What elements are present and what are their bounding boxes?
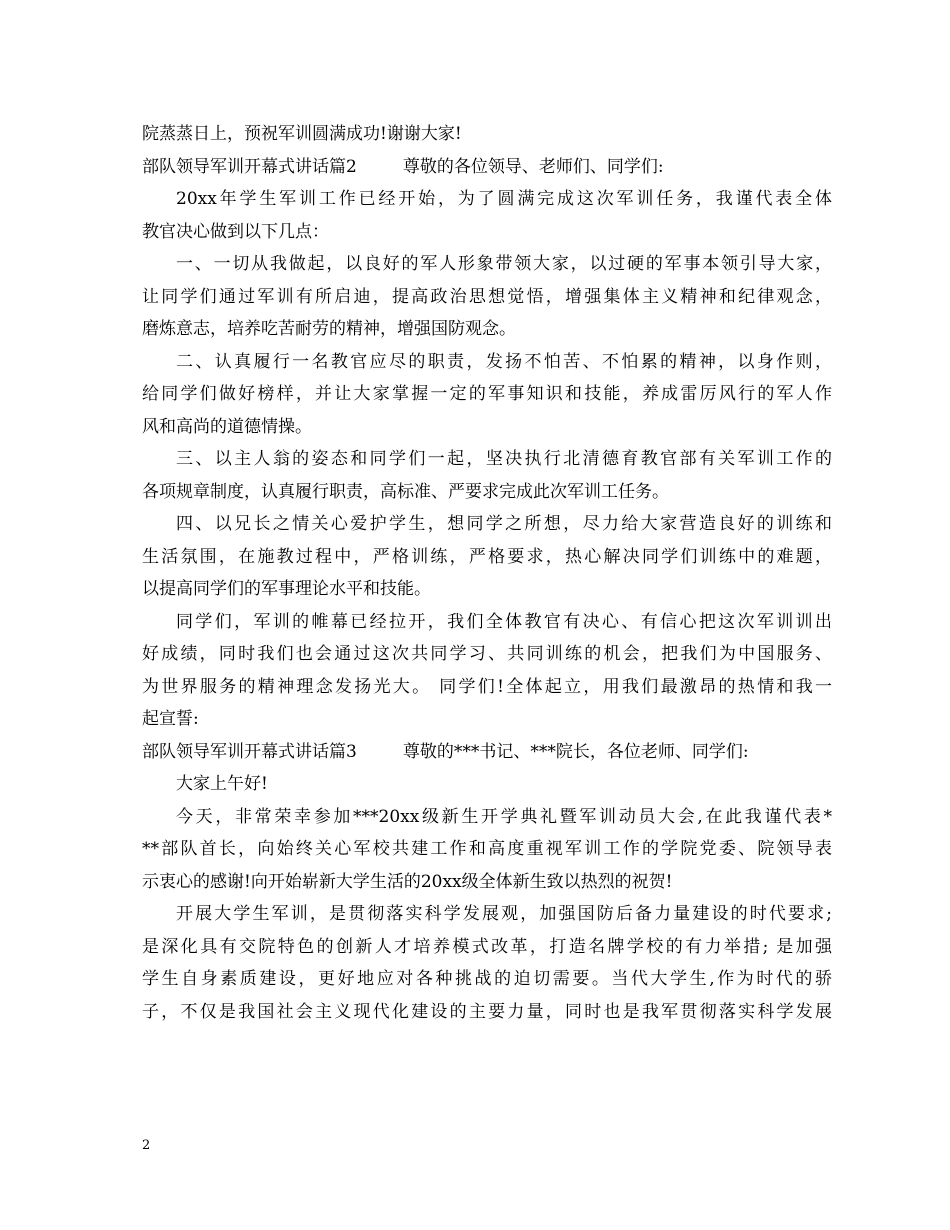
text-line-content: 是深化具有交院特色的创新人才培养模式改革，打造名牌学校的有力举措; 是加强 [142,936,832,957]
text-line-content: 四、以兄长之情关心爱护学生，想同学之所想，尽力给大家营造良好的训练和 [176,514,832,534]
text-line [142,736,832,769]
text-line-content: 好成绩，同时我们也会通过这次共同学习、共同训练的机会，把我们为中国服务、 [142,644,832,664]
text-line [142,346,832,379]
text-line [142,638,832,671]
text-line-content: 示衷心的感谢!向开始崭新大学生活的20xx级全体新生致以热烈的祝贺! [142,871,673,892]
text-line [142,996,832,1029]
text-line [142,801,832,834]
text-line-content: 生活氛围，在施教过程中，严格训练，严格要求，热心解决同学们训练中的难题， [142,546,832,567]
page-number: 2 [142,1138,151,1153]
text-line-content: 学生自身素质建设，更好地应对各种挑战的迫切需要。当代大学生,作为时代的骄 [142,969,832,989]
salutation-text: 尊敬的***书记、***院长，各位老师、同学们: [402,741,749,762]
text-line [142,183,832,216]
text-line [142,866,832,899]
text-line [142,833,832,866]
text-line-content: 部队领导军训开幕式讲话篇2 [142,156,357,177]
text-line [142,768,832,801]
text-line-content: 子，不仅是我国社会主义现代化建设的主要力量，同时也是我军贯彻落实科学发展 [142,1001,832,1022]
text-line [142,671,832,704]
text-line-content: 大家上午好! [176,774,268,794]
text-line [142,703,832,736]
text-line-content: 今天，非常荣幸参加***20xx级新生开学典礼暨军训动员大会,在此我谨代表* [176,806,832,827]
text-line-content: 教官决心做到以下几点： [142,221,329,242]
text-line-content: 20xx年学生军训工作已经开始，为了圆满完成这次军训任务，我谨代表全体 [176,189,832,209]
text-line [142,541,832,574]
text-line-content: 院蒸蒸日上，预祝军训圆满成功!谢谢大家! [142,124,462,144]
text-line [142,898,832,931]
text-line [142,573,832,606]
text-line-content: 为世界服务的精神理念发扬光大。 同学们!全体起立，用我们最激昂的热情和我一 [142,676,832,697]
text-line [142,313,832,346]
text-line-content: 二、认真履行一名教官应尽的职责，发扬不怕苦、不怕累的精神，以身作则， [176,351,832,372]
text-line [142,216,832,249]
document-body [142,118,832,1028]
text-line-content: 让同学们通过军训有所启迪，提高政治思想觉悟，增强集体主义精神和纪律观念， [142,286,832,307]
text-line-content: 部队领导军训开幕式讲话篇3 [142,741,357,762]
text-line-content: 各项规章制度，认真履行职责，高标准、严要求完成此次军训工任务。 [142,481,669,502]
text-line-content: 同学们，军训的帷幕已经拉开，我们全体教官有决心、有信心把这次军训训出 [176,611,832,632]
text-line [142,411,832,444]
text-line-content: 以提高同学们的军事理论水平和技能。 [142,579,431,599]
text-line-content: 磨炼意志，培养吃苦耐劳的精神，增强国防观念。 [142,319,516,339]
text-line-content: 给同学们做好榜样，并让大家掌握一定的军事知识和技能，养成雷厉风行的军人作 [142,384,832,404]
text-line [142,248,832,281]
text-line-content: **部队首长，向始终关心军校共建工作和高度重视军训工作的学院党委、院领导表 [142,839,832,859]
text-line [142,118,832,151]
text-line [142,963,832,996]
text-line-content: 一、一切从我做起，以良好的军人形象带领大家，以过硬的军事本领引导大家， [176,254,832,274]
text-line [142,606,832,639]
text-line-content: 起宣誓: [142,709,199,729]
text-line-content: 风和高尚的道德情操。 [142,416,312,437]
text-line [142,151,832,184]
text-line [142,443,832,476]
text-line [142,281,832,314]
text-line [142,931,832,964]
salutation-text: 尊敬的各位领导、老师们、同学们: [402,156,664,177]
text-line-content: 开展大学生军训，是贯彻落实科学发展观，加强国防后备力量建设的时代要求; [176,904,832,924]
text-line-content: 三、以主人翁的姿态和同学们一起，坚决执行北清德育教官部有关军训工作的 [176,449,832,469]
text-line [142,508,832,541]
text-line [142,476,832,509]
text-line [142,378,832,411]
